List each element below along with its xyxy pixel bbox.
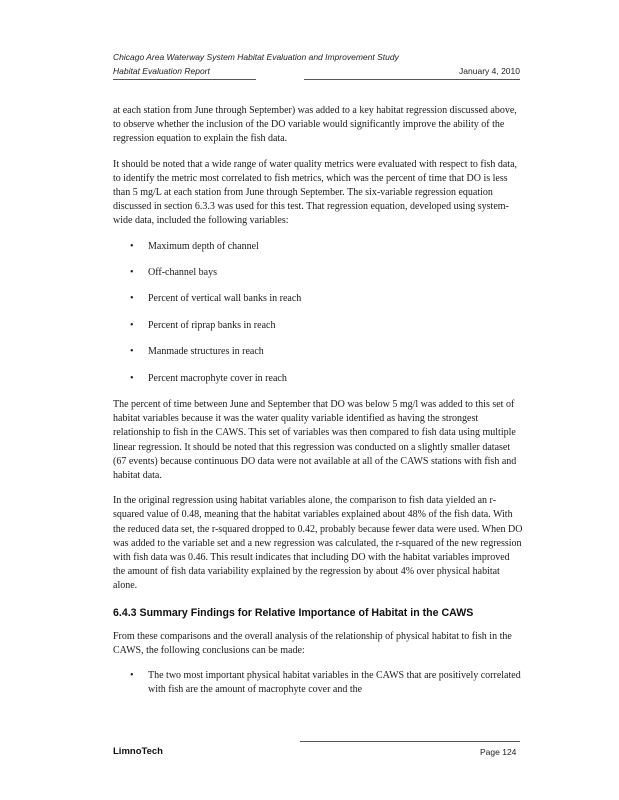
bullet-icon: • (130, 240, 134, 252)
bullet-icon: • (130, 346, 134, 358)
list-item-text: Maximum depth of channel (148, 240, 259, 252)
footer-company: LimnoTech (113, 746, 163, 757)
list-item-text: The two most important physical habitat variables in the CAWS that are positively correlated with fish are the amount of macrophyte cover and the (148, 670, 521, 696)
conclusions-list (113, 669, 523, 697)
bullet-icon: • (130, 670, 134, 682)
list-item (113, 669, 523, 697)
paragraph-3: The percent of time between June and September that DO was below 5 mg/l was added to this set of habitat variables because it was the water quality variable identified as having the strongest relationship to fish in the CAWS. This set of variables was then compared to fish data using multiple linear regression. It should be noted that this regression was conducted on a slightly smaller dataset (67 events) because continuous DO data were not available at all of the CAWS stations with fish and habitat data. (113, 398, 517, 481)
bullet-icon: • (130, 267, 134, 279)
list-item (113, 292, 523, 306)
variables-list (113, 240, 523, 386)
paragraph-5: From these comparisons and the overall analysis of the relationship of physical habitat to fish in the CAWS, the following conclusions can be made: (113, 630, 512, 657)
header-study-title: Chicago Area Waterway System Habitat Evaluation and Improvement Study (113, 52, 399, 62)
list-item (113, 372, 523, 386)
list-item-text: Percent macrophyte cover in reach (148, 372, 287, 384)
header-date: January 4, 2010 (459, 66, 520, 76)
list-item-text: Percent of vertical wall banks in reach (148, 293, 302, 305)
list-item-text: Percent of riprap banks in reach (148, 319, 276, 331)
footer-page-number: Page 124 (480, 747, 517, 757)
paragraph-2: It should be noted that a wide range of water quality metrics were evaluated with respect to fish data, to identify the metric most correlated to fish metrics, which was the percent of time that DO is less than 5 mg/L at each station from June through September. The six-variable regression equation discussed in section 6.3.3 was used for this test. That regression equation, developed using system-wide data, included the following variables: (113, 158, 518, 227)
paragraph-4: In the original regression using habitat variables alone, the comparison to fish data yielded an r-squared value of 0.48, meaning that the habitat variables explained about 48% of the fish data. With the reduced data set, the r-squared dropped to 0.42, probably because fewer data were used. When DO was added to the variable set and a new regression was calculated, the r-squared of the new regression with fish data was 0.46. This result indicates that including DO with the habitat variables improved the amount of fish data variability explained by the regression by about 4% over physical habitat alone. (113, 495, 523, 592)
header-report-title: Habitat Evaluation Report (113, 66, 210, 76)
bullet-icon: • (130, 319, 134, 331)
paragraph-1: at each station from June through September) was added to a key habitat regression discussed above, to observe whether the inclusion of the DO variable would significantly improve the ability of the regression equation to explain the fish data. (113, 105, 517, 145)
running-header-title (113, 52, 520, 62)
header-rule (113, 79, 520, 80)
page-body (113, 104, 523, 698)
list-item-text: Manmade structures in reach (148, 346, 264, 358)
list-item-text: Off-channel bays (148, 267, 217, 279)
list-item (113, 266, 523, 280)
list-item (113, 345, 523, 359)
section-heading: 6.4.3 Summary Findings for Relative Importance of Habitat in the CAWS (113, 606, 474, 619)
list-item (113, 240, 523, 254)
list-item (113, 319, 523, 333)
bullet-icon: • (130, 372, 134, 384)
header-rule-gap (256, 77, 304, 81)
footer-rule (300, 741, 520, 742)
running-header-subtitle (113, 66, 520, 76)
bullet-icon: • (130, 293, 134, 305)
